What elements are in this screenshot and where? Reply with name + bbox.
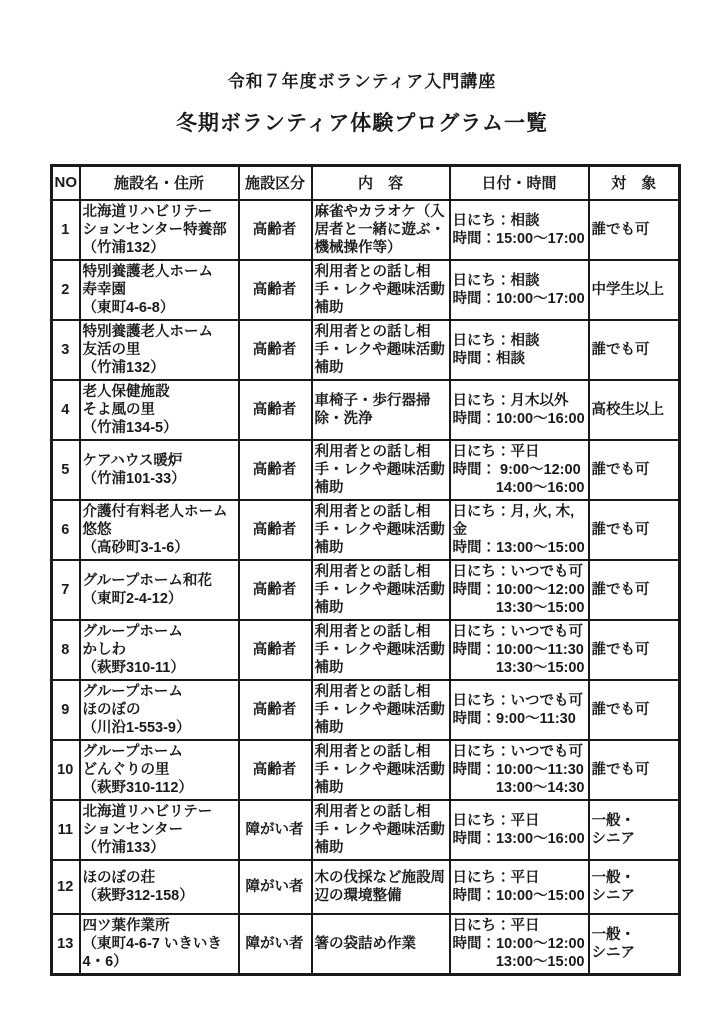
- header-row: [52, 166, 680, 200]
- target-cell: [589, 860, 680, 914]
- page-title: 令和７年度ボランティア入門講座: [227, 72, 497, 91]
- target-cell-line: シニア: [591, 830, 635, 847]
- facility-cell-line: （東町2-4-12）: [82, 590, 183, 607]
- content-cell-line: 利用者との話し相: [314, 263, 431, 280]
- facility-cell: [80, 500, 239, 560]
- datetime-cell: [450, 440, 589, 500]
- datetime-cell: [450, 260, 589, 320]
- facility-cell: [80, 740, 239, 800]
- target-cell: [589, 320, 680, 380]
- content-cell: [312, 200, 450, 260]
- content-cell: [312, 560, 450, 620]
- no-cell: 5: [52, 440, 80, 500]
- category-cell: 障がい者: [239, 914, 312, 975]
- facility-cell: [80, 260, 239, 320]
- table-row: [52, 500, 680, 560]
- header-cell-facility: 施設名・住所: [80, 166, 239, 200]
- target-cell: [589, 500, 680, 560]
- table-row: [52, 860, 680, 914]
- target-cell-line: 一般・: [591, 926, 635, 943]
- target-cell-line: 誰でも可: [591, 221, 650, 238]
- datetime-cell-line: 時間：13:00～15:00: [452, 539, 585, 556]
- target-cell: [589, 260, 680, 320]
- category-cell: 高齢者: [239, 380, 312, 440]
- content-cell-line: 手・レクや趣味活動: [314, 821, 445, 838]
- content-cell-line: 利用者との話し相: [314, 683, 431, 700]
- category-cell: 高齢者: [239, 620, 312, 680]
- datetime-cell-line: 日にち：相談: [452, 332, 540, 349]
- facility-cell-line: どんぐりの里: [82, 761, 170, 778]
- content-cell-line: 辺の環境整備: [314, 887, 402, 904]
- datetime-cell-line: 時間：10:00～17:00: [452, 290, 585, 307]
- datetime-cell: [450, 860, 589, 914]
- facility-cell: [80, 914, 239, 975]
- target-cell-line: 一般・: [591, 869, 635, 886]
- no-cell: 6: [52, 500, 80, 560]
- facility-cell-line: 北海道リハビリテー: [82, 803, 213, 820]
- category-cell: 高齢者: [239, 680, 312, 740]
- datetime-cell-line: 14:00～16:00: [495, 479, 585, 496]
- content-cell-line: 利用者との話し相: [314, 803, 431, 820]
- category-cell: 高齢者: [239, 560, 312, 620]
- content-cell: [312, 914, 450, 975]
- target-cell-line: シニア: [591, 944, 635, 961]
- datetime-cell: [450, 500, 589, 560]
- datetime-cell-line: 時間：10:00～12:00: [452, 581, 585, 598]
- datetime-cell: [450, 800, 589, 860]
- content-cell: [312, 620, 450, 680]
- no-cell: 1: [52, 200, 80, 260]
- content-cell: [312, 380, 450, 440]
- facility-cell-line: （東町4-6-8）: [82, 299, 175, 316]
- content-cell-line: 手・レクや趣味活動: [314, 281, 445, 298]
- content-cell-line: 利用者との話し相: [314, 743, 431, 760]
- category-cell: 高齢者: [239, 740, 312, 800]
- datetime-cell-line: 時間：10:00～11:30: [452, 761, 584, 778]
- content-cell-line: 手・レクや趣味活動: [314, 461, 445, 478]
- facility-cell-line: 4・6）: [82, 953, 128, 970]
- no-cell: 11: [52, 800, 80, 860]
- datetime-cell-line: 時間：10:00～15:00: [452, 887, 585, 904]
- target-cell: [589, 200, 680, 260]
- header-cell-no: NO: [52, 166, 80, 200]
- facility-cell: [80, 680, 239, 740]
- content-cell-line: 手・レクや趣味活動: [314, 581, 445, 598]
- facility-cell-line: （高砂町3-1-6）: [82, 539, 189, 556]
- facility-cell-line: （竹浦132）: [82, 239, 165, 256]
- content-cell-line: 補助: [314, 839, 344, 856]
- datetime-cell-line: 日にち：月, 火, 木,: [452, 503, 575, 520]
- content-cell-line: 手・レクや趣味活動: [314, 641, 445, 658]
- content-cell: [312, 800, 450, 860]
- content-cell-line: 居者と一緒に遊ぶ・: [314, 221, 445, 238]
- content-cell-line: 補助: [314, 299, 344, 316]
- category-cell: 高齢者: [239, 260, 312, 320]
- datetime-cell-line: 日にち：いつでも可: [452, 692, 583, 709]
- datetime-cell-line: 時間：相談: [452, 350, 525, 367]
- no-cell: 3: [52, 320, 80, 380]
- facility-cell-line: かしわ: [82, 641, 126, 658]
- datetime-cell-line: 時間：15:00～17:00: [452, 230, 585, 247]
- content-cell-line: 箸の袋詰め作業: [314, 935, 416, 952]
- no-cell: 4: [52, 380, 80, 440]
- table-row: [52, 200, 680, 260]
- facility-cell-line: 北海道リハビリテー: [82, 203, 213, 220]
- page-subtitle: 冬期ボランティア体験プログラム一覧: [175, 112, 549, 135]
- facility-cell: [80, 320, 239, 380]
- datetime-cell-line: 13:30～15:00: [495, 599, 585, 616]
- content-cell-line: 補助: [314, 599, 344, 616]
- table-row: [52, 620, 680, 680]
- content-cell-line: 補助: [314, 779, 344, 796]
- content-cell-line: 手・レクや趣味活動: [314, 701, 445, 718]
- facility-cell-line: 特別養護老人ホーム: [82, 323, 213, 340]
- datetime-cell: [450, 380, 589, 440]
- table-row: [52, 380, 680, 440]
- content-cell: [312, 260, 450, 320]
- datetime-cell-line: 金: [452, 521, 467, 538]
- table-row: [52, 914, 680, 975]
- datetime-cell: [450, 620, 589, 680]
- facility-cell-line: （萩野310-112）: [82, 779, 193, 796]
- content-cell-line: 手・レクや趣味活動: [314, 761, 445, 778]
- datetime-cell-line: 時間：10:00～11:30: [452, 641, 584, 658]
- no-cell: 2: [52, 260, 80, 320]
- table-row: [52, 440, 680, 500]
- table-row: [52, 560, 680, 620]
- target-cell-line: 高校生以上: [591, 401, 664, 418]
- content-cell-line: 機械操作等）: [314, 239, 402, 256]
- facility-cell-line: 寿幸園: [82, 281, 126, 298]
- datetime-cell-line: 時間： 9:00～12:00: [452, 461, 581, 478]
- target-cell-line: 誰でも可: [591, 701, 650, 718]
- program-table: [50, 164, 681, 976]
- datetime-cell-line: 時間：10:00～16:00: [452, 410, 585, 427]
- target-cell: [589, 914, 680, 975]
- facility-cell-line: グループホーム: [82, 623, 183, 640]
- content-cell-line: 利用者との話し相: [314, 503, 431, 520]
- facility-cell-line: グループホーム: [82, 743, 183, 760]
- datetime-cell: [450, 680, 589, 740]
- content-cell-line: 利用者との話し相: [314, 323, 431, 340]
- facility-cell: [80, 800, 239, 860]
- category-cell: 障がい者: [239, 800, 312, 860]
- facility-cell: [80, 200, 239, 260]
- facility-cell-line: （東町4-6-7 いきいき: [82, 935, 222, 952]
- target-cell-line: 誰でも可: [591, 341, 650, 358]
- facility-cell: [80, 860, 239, 914]
- target-cell: [589, 440, 680, 500]
- table-row: [52, 800, 680, 860]
- no-cell: 7: [52, 560, 80, 620]
- target-cell: [589, 380, 680, 440]
- category-cell: 高齢者: [239, 440, 312, 500]
- datetime-cell: [450, 560, 589, 620]
- facility-cell-line: 友活の里: [82, 341, 141, 358]
- facility-cell-line: ケアハウス暖炉: [82, 452, 183, 469]
- datetime-cell-line: 時間：9:00～11:30: [452, 710, 576, 727]
- content-cell-line: 補助: [314, 359, 344, 376]
- facility-cell-line: グループホーム和花: [82, 572, 212, 589]
- facility-cell-line: 特別養護老人ホーム: [82, 263, 213, 280]
- target-cell: [589, 620, 680, 680]
- facility-cell: [80, 440, 239, 500]
- target-cell: [589, 800, 680, 860]
- content-cell-line: 車椅子・歩行器掃: [314, 392, 431, 409]
- table-wrapper: [50, 164, 724, 976]
- facility-cell-line: 四ツ葉作業所: [82, 917, 170, 934]
- target-cell-line: 中学生以上: [591, 281, 664, 298]
- category-cell: 高齢者: [239, 500, 312, 560]
- target-cell-line: 誰でも可: [591, 521, 650, 538]
- target-cell-line: 誰でも可: [591, 461, 650, 478]
- category-cell: 高齢者: [239, 200, 312, 260]
- datetime-cell-line: 13:00～14:30: [495, 779, 585, 796]
- facility-cell-line: （竹浦134-5）: [82, 419, 178, 436]
- datetime-cell-line: 時間：13:00～16:00: [452, 830, 585, 847]
- target-cell-line: シニア: [591, 887, 635, 904]
- facility-cell: [80, 380, 239, 440]
- datetime-cell-line: 日にち：いつでも可: [452, 623, 583, 640]
- content-cell-line: 補助: [314, 659, 344, 676]
- header-cell-target: 対 象: [589, 166, 680, 200]
- category-cell: 障がい者: [239, 860, 312, 914]
- content-cell-line: 補助: [314, 479, 344, 496]
- datetime-cell-line: 日にち：平日: [452, 869, 540, 886]
- content-cell: [312, 320, 450, 380]
- target-cell: [589, 560, 680, 620]
- facility-cell-line: ほのぼの: [82, 701, 141, 718]
- content-cell-line: 手・レクや趣味活動: [314, 341, 445, 358]
- no-cell: 13: [52, 914, 80, 975]
- facility-cell: [80, 560, 239, 620]
- content-cell-line: 麻雀やカラオケ（入: [314, 203, 445, 220]
- datetime-cell-line: 13:30～15:00: [495, 659, 585, 676]
- table-row: [52, 680, 680, 740]
- facility-cell-line: 老人保健施設: [82, 383, 170, 400]
- target-cell: [589, 680, 680, 740]
- table-row: [52, 260, 680, 320]
- content-cell: [312, 860, 450, 914]
- datetime-cell-line: 13:00～15:00: [495, 953, 585, 970]
- content-cell-line: 補助: [314, 539, 344, 556]
- facility-cell-line: （竹浦133）: [82, 839, 165, 856]
- no-cell: 8: [52, 620, 80, 680]
- datetime-cell-line: 日にち：月木以外: [452, 392, 569, 409]
- facility-cell: [80, 620, 239, 680]
- content-cell-line: 利用者との話し相: [314, 623, 431, 640]
- facility-cell-line: （川沿1-553-9）: [82, 719, 191, 736]
- no-cell: 12: [52, 860, 80, 914]
- content-cell: [312, 440, 450, 500]
- table-row: [52, 740, 680, 800]
- content-cell-line: 除・洗浄: [314, 410, 373, 427]
- facility-cell-line: ほのぼの荘: [82, 869, 155, 886]
- content-cell: [312, 680, 450, 740]
- header-cell-datetime: 日付・時間: [450, 166, 589, 200]
- target-cell-line: 誰でも可: [591, 641, 650, 658]
- datetime-cell-line: 日にち：相談: [452, 272, 540, 289]
- content-cell-line: 手・レクや趣味活動: [314, 521, 445, 538]
- datetime-cell-line: 日にち：平日: [452, 812, 540, 829]
- facility-cell-line: そよ風の里: [82, 401, 155, 418]
- no-cell: 9: [52, 680, 80, 740]
- target-cell-line: 誰でも可: [591, 761, 650, 778]
- facility-cell-line: （萩野312-158）: [82, 887, 194, 904]
- datetime-cell: [450, 740, 589, 800]
- datetime-cell-line: 時間：10:00～12:00: [452, 935, 585, 952]
- facility-cell-line: （竹浦101-33）: [82, 470, 186, 487]
- target-cell-line: 誰でも可: [591, 581, 650, 598]
- datetime-cell-line: 日にち：平日: [452, 443, 540, 460]
- facility-cell-line: ションセンター特養部: [82, 221, 227, 238]
- header-cell-content: 内 容: [312, 166, 450, 200]
- datetime-cell-line: 日にち：平日: [452, 917, 540, 934]
- facility-cell-line: 介護付有料老人ホーム: [82, 503, 228, 520]
- category-cell: 高齢者: [239, 320, 312, 380]
- datetime-cell: [450, 914, 589, 975]
- no-cell: 10: [52, 740, 80, 800]
- content-cell-line: 利用者との話し相: [314, 563, 431, 580]
- facility-cell-line: ションセンター: [82, 821, 184, 838]
- facility-cell-line: グループホーム: [82, 683, 183, 700]
- header-cell-category: 施設区分: [239, 166, 312, 200]
- content-cell: [312, 500, 450, 560]
- content-cell: [312, 740, 450, 800]
- target-cell: [589, 740, 680, 800]
- table-row: [52, 320, 680, 380]
- content-cell-line: 利用者との話し相: [314, 443, 431, 460]
- facility-cell-line: 悠悠: [82, 521, 112, 538]
- facility-cell-line: （竹浦132）: [82, 359, 165, 376]
- datetime-cell-line: 日にち：相談: [452, 212, 540, 229]
- datetime-cell: [450, 200, 589, 260]
- content-cell-line: 木の伐採など施設周: [314, 869, 445, 886]
- datetime-cell-line: 日にち：いつでも可: [452, 563, 583, 580]
- datetime-cell: [450, 320, 589, 380]
- content-cell-line: 補助: [314, 719, 344, 736]
- facility-cell-line: （萩野310-11）: [82, 659, 185, 676]
- program-table-body: [52, 200, 680, 975]
- target-cell-line: 一般・: [591, 812, 635, 829]
- datetime-cell-line: 日にち：いつでも可: [452, 743, 583, 760]
